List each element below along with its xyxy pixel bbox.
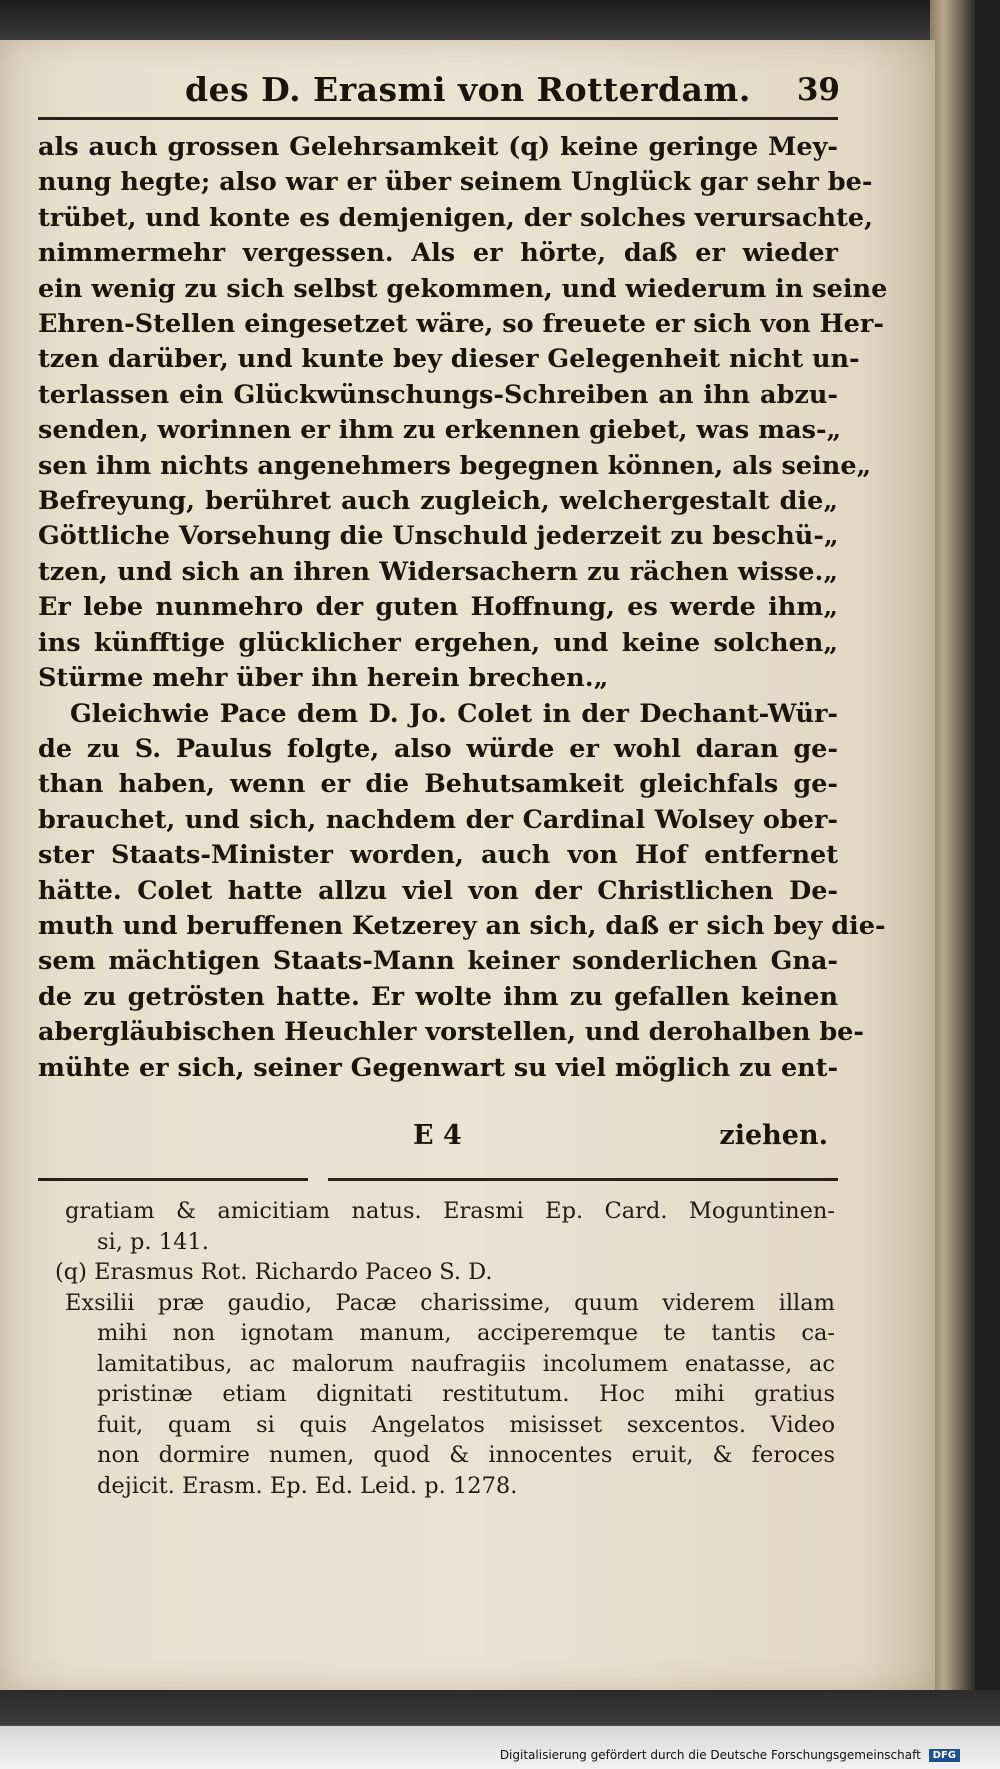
text-line: Befreyung, berühret auch zugleich, welchergestalt die„ (38, 486, 838, 517)
footnote-line: gratiam & amicitiam natus. Erasmi Ep. Card. Moguntinen- (65, 1198, 835, 1224)
book-top-edge (0, 0, 1000, 40)
footnote-line: pristinæ etiam dignitati restitutum. Hoc mihi gratius (97, 1381, 835, 1407)
catchword: ziehen. (719, 1120, 828, 1151)
footnote-line: lamitatibus, ac malorum naufragiis incolumem enatasse, ac (97, 1350, 835, 1377)
text-line: Er lebe nunmehro der guten Hoffnung, es werde ihm„ (38, 592, 838, 623)
text-line: senden, worinnen er ihm zu erkennen giebet, was mas-„ (38, 415, 842, 446)
text-line: sem mächtigen Staats-Mann keiner sonderlichen Gna- (38, 946, 838, 977)
text-line: hätte. Colet hatte allzu viel von der Christlichen De- (38, 875, 838, 906)
text-line: trübet, und konte es demjenigen, der solches verursachte, (38, 202, 873, 233)
footnote-line: si, p. 141. (97, 1228, 209, 1255)
scan-border (975, 0, 1000, 1769)
text-line: mühte er sich, seiner Gegenwart su viel möglich zu ent- (38, 1052, 839, 1083)
text-line: als auch grossen Gelehrsamkeit (q) keine geringe Mey- (38, 132, 838, 162)
text-line: Gleichwie Pace dem D. Jo. Colet in der Dechant-Wür- (70, 698, 838, 729)
text-line: brauchet, und sich, nachdem der Cardinal Wolsey ober- (38, 804, 838, 835)
text-line: terlassen ein Glückwünschungs-Schreiben an ihn abzu- (38, 379, 838, 410)
text-line: tzen darüber, und kunte bey dieser Gelegenheit nicht un- (38, 344, 860, 375)
footnote-rule (38, 1178, 838, 1181)
dfg-logo-icon: DFG (929, 1749, 960, 1762)
text-line: de zu S. Paulus folgte, also würde er wohl daran ge- (38, 733, 838, 764)
page-header (185, 68, 840, 118)
main-text-block (38, 130, 888, 1086)
book-page-edges (930, 0, 975, 1700)
footnote-line: fuit, quam si quis Angelatos misisset sexcentos. Video (97, 1411, 835, 1438)
text-line: ster Staats-Minister worden, auch von Hof entfernet (38, 840, 838, 871)
footnote-line: dejicit. Erasm. Ep. Ed. Leid. p. 1278. (97, 1472, 518, 1499)
text-line: than haben, wenn er die Behutsamkeit gleichfals ge- (38, 769, 838, 800)
page-number: 39 (796, 72, 840, 108)
header-rule (38, 117, 838, 120)
text-line: sen ihm nichts angenehmers begegnen können, als seine„ (38, 450, 872, 481)
footnotes-block (55, 1196, 835, 1501)
text-line: de zu getrösten hatte. Er wolte ihm zu gefallen keinen (38, 981, 838, 1012)
signature-row (38, 1120, 838, 1156)
text-line: Göttliche Vorsehung die Unschuld jederzeit zu beschü-„ (38, 521, 839, 552)
footnote-line: mihi non ignotam manum, acciperemque te tantis ca- (97, 1320, 835, 1346)
digitization-credit (500, 1748, 960, 1762)
text-line: ins künfftige glücklicher ergehen, und keine solchen„ (38, 627, 838, 658)
running-head: des D. Erasmi von Rotterdam. (185, 70, 751, 109)
footnote-line: (q) Erasmus Rot. Richardo Paceo S. D. (55, 1259, 493, 1285)
text-line: Stürme mehr über ihn herein brechen.„ (38, 663, 609, 694)
footnote-line: Exsilii præ gaudio, Pacæ charissime, quum viderem illam (65, 1289, 835, 1316)
signature-mark: E 4 (413, 1120, 462, 1151)
text-line: nung hegte; also war er über seinem Unglück gar sehr be- (38, 167, 873, 198)
text-line: nimmermehr vergessen. Als er hörte, daß er wieder (38, 238, 838, 269)
text-line: tzen, und sich an ihren Widersachern zu rächen wisse.„ (38, 556, 838, 587)
footnote-line: non dormire numen, quod & innocentes eruit, & feroces (97, 1442, 835, 1468)
text-line: muth und beruffenen Ketzerey an sich, daß er sich bey die- (38, 910, 886, 941)
credit-text: Digitalisierung gefördert durch die Deutsche Forschungsgemeinschaft (499, 1748, 921, 1762)
text-line: abergläubischen Heuchler vorstellen, und derohalben be- (38, 1017, 864, 1048)
text-line: Ehren-Stellen eingesetzet wäre, so freuete er sich von Her- (38, 309, 884, 340)
text-line: ein wenig zu sich selbst gekommen, und wiederum in seine (38, 273, 888, 304)
